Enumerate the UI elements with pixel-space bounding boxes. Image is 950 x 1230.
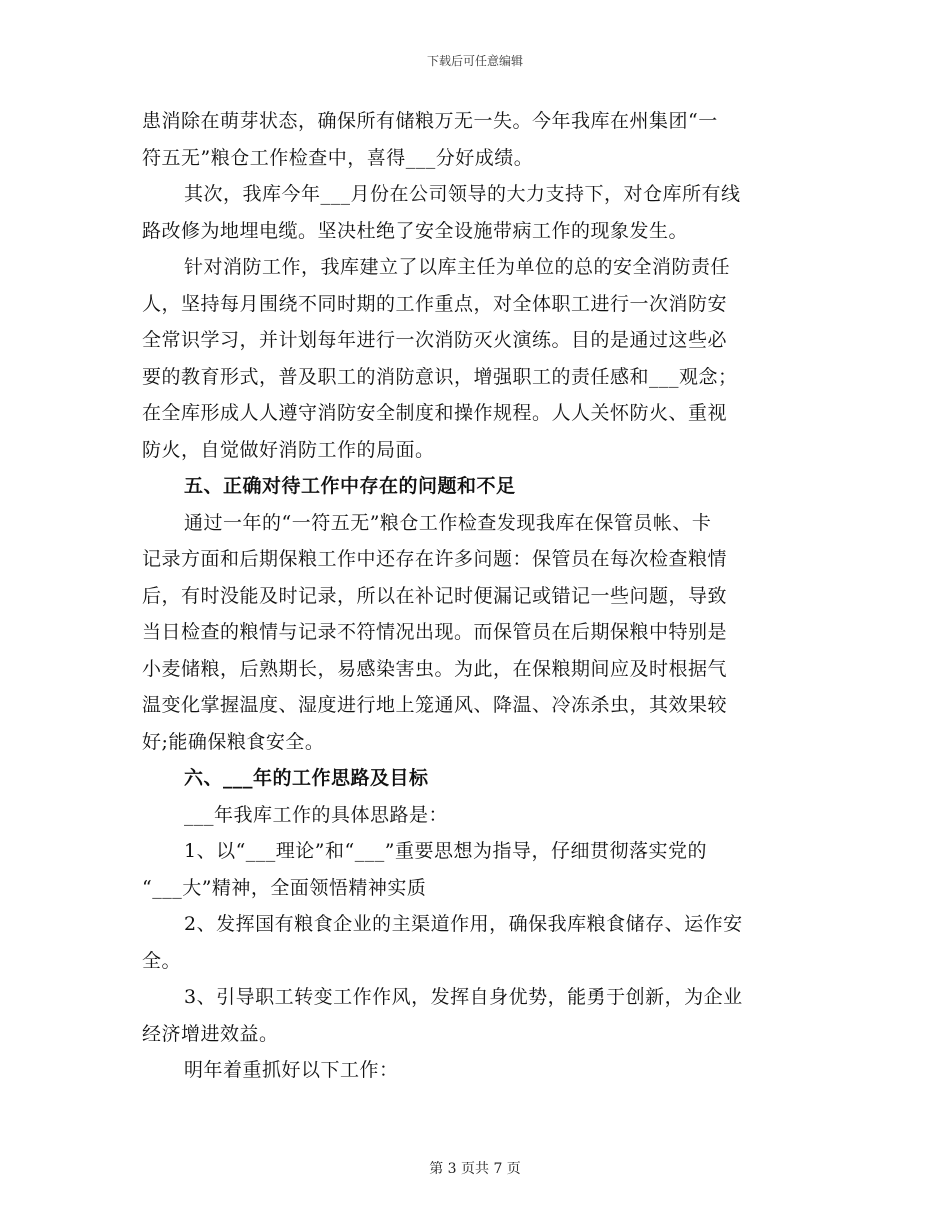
section-heading: 五、正确对待工作中存在的问题和不足: [184, 475, 516, 497]
text-line: 温变化掌握温度、湿度进行地上笼通风、降温、冷冻杀虫，其效果较: [142, 694, 728, 716]
page-footer: 第 3 页共 7 页: [429, 1161, 521, 1177]
paragraph-start: 针对消防工作，我库建立了以库主任为单位的总的安全消防责任: [184, 256, 731, 278]
text-line: 路改修为地埋电缆。坚决杜绝了安全设施带病工作的现象发生。: [142, 219, 689, 242]
text-line: 后，有时没能及时记录，所以在补记时便漏记或错记一些问题，导致: [142, 584, 728, 607]
text-line: “___大”精神，全面领悟精神实质: [142, 876, 427, 899]
document-body: [142, 103, 808, 1089]
paragraph-start: 通过一年的“一符五无”粮仓工作检查发现我库在保管员帐、卡: [184, 511, 712, 534]
text-line: 符五无”粮仓工作检查中，喜得___分好成绩。: [142, 146, 534, 169]
paragraph-start: 明年着重抓好以下工作：: [184, 1059, 399, 1081]
list-item: 3、引导职工转变工作作风，发挥自身优势，能勇于创新，为企业: [184, 986, 743, 1008]
section-heading: 六、___年的工作思路及目标: [184, 767, 429, 789]
text-line: 在全库形成人人遵守消防安全制度和操作规程。人人关怀防火、重视: [142, 402, 728, 424]
text-line: 患消除在萌芽状态，确保所有储粮万无一失。今年我库在州集团“一: [142, 110, 718, 132]
text-line: 经济增进效益。: [142, 1022, 279, 1045]
text-line: 全常识学习，并计划每年进行一次消防灭火演练。目的是通过这些必: [142, 329, 728, 351]
page-header: 下载后可任意编辑: [426, 54, 523, 68]
text-line: 人，坚持每月围绕不同时期的工作重点，对全体职工进行一次消防安: [142, 292, 728, 315]
list-item: 2、发挥国有粮食企业的主渠道作用，确保我库粮食储存、运作安: [184, 913, 743, 935]
text-line: 记录方面和后期保粮工作中还存在许多问题：保管员在每次检查粮情: [142, 548, 728, 570]
text-line: 当日检查的粮情与记录不符情况出现。而保管员在后期保粮中特别是: [142, 621, 728, 643]
list-item: 1、以“___理论”和“___”重要思想为指导，仔细贯彻落实党的: [184, 840, 707, 862]
text-line: 好;能确保粮食安全。: [142, 730, 325, 753]
text-line: 小麦储粮，后熟期长，易感染害虫。为此，在保粮期间应及时根据气: [142, 657, 728, 680]
paragraph-start: 其次，我库今年___月份在公司领导的大力支持下，对仓库所有线: [184, 183, 741, 205]
text-line: 防火，自觉做好消防工作的局面。: [142, 438, 435, 461]
text-line: 全。: [142, 949, 182, 972]
text-line: 要的教育形式，普及职工的消防意识，增强职工的责任感和___观念；: [142, 365, 738, 388]
paragraph-start: ___年我库工作的具体思路是：: [184, 803, 449, 826]
